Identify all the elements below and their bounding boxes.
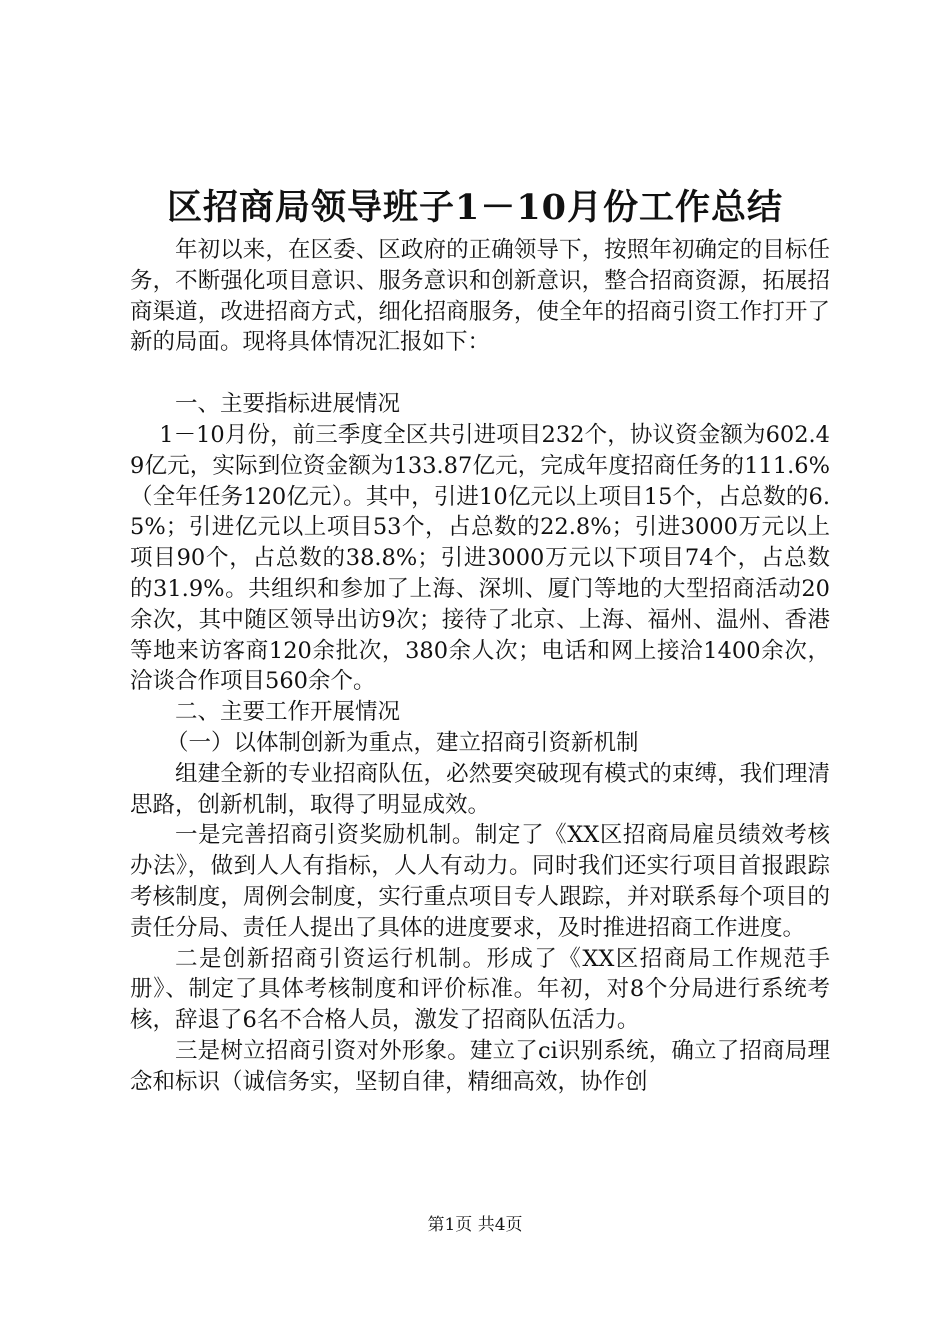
incentive-paragraph: 一是完善招商引资奖励机制。制定了《XX区招商局雇员绩效考核办法》，做到人人有指标，人人有动力。同时我们还实行项目首报跟踪考核制度，周例会制度，实行重点项目专人跟踪，并对联系每个项目的责任分局、责任人提出了具体的进度要求，及时推进招商工作进度。 bbox=[130, 822, 830, 941]
operation-paragraph: 二是创新招商引资运行机制。形成了《XX区招商局工作规范手册》、制定了具体考核制度和评价标准。年初，对8个分局进行系统考核，辞退了6名不合格人员，激发了招商队伍活力。 bbox=[130, 945, 830, 1034]
indicators-paragraph: 1－10月份，前三季度全区共引进项目232个，协议资金额为602.49亿元，实际到位资金额为133.87亿元，完成年度招商任务的111.6%（全年任务120亿元）。其中，引进10亿元以上项目15个，占总数的6.5%；引进亿元以上项目53个，占总数的22.8%；引进3000万元以上项目90个，占总数的38.8%；引进3000万元以下项目74个，占总数的31.9%。共组织和参加了上海、深圳、厦门等地的大型招商活动20余次，其中随区领导出访9次；接待了北京、上海、福州、温州、香港等地来访客商120余批次，380余人次；电话和网上接洽1400余次，洽谈合作项目560余个。 bbox=[130, 421, 830, 695]
section-heading-2: 二、主要工作开展情况 bbox=[175, 699, 401, 726]
paragraph-spacer bbox=[130, 358, 830, 389]
subsection-heading-1: （一）以体制创新为重点，建立招商引资新机制 bbox=[166, 729, 639, 756]
document-body bbox=[130, 235, 830, 1098]
mechanism-paragraph: 组建全新的专业招商队伍，必然要突破现有模式的束缚，我们理清思路，创新机制，取得了明显成效。 bbox=[130, 760, 830, 818]
document-title: 区招商局领导班子1－10月份工作总结 bbox=[166, 187, 784, 228]
intro-paragraph: 年初以来，在区委、区政府的正确领导下，按照年初确定的目标任务，不断强化项目意识、服务意识和创新意识，整合招商资源，拓展招商渠道，改进招商方式，细化招商服务，使全年的招商引资工作打开了新的局面。现将具体情况汇报如下： bbox=[130, 237, 830, 356]
section-heading-1: 一、主要指标进展情况 bbox=[175, 391, 401, 418]
image-paragraph: 三是树立招商引资对外形象。建立了ci识别系统，确立了招商局理念和标识（诚信务实，坚韧自律，精细高效，协作创 bbox=[130, 1037, 830, 1095]
page-number: 第1页 共4页 bbox=[427, 1215, 523, 1235]
